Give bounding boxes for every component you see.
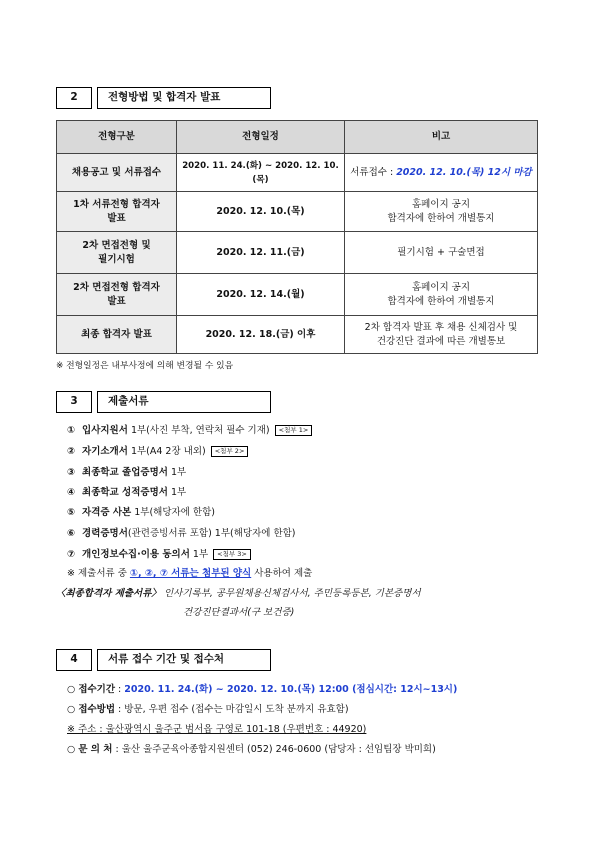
attachment-badge: <첨부 3>	[213, 549, 251, 560]
contact-value: : 울산 울주군육아종합지원센터 (052) 246-0600 (담당자 : 선임팀장 박미희)	[112, 744, 436, 755]
doc-item-6	[67, 527, 296, 541]
table-row	[57, 274, 538, 316]
item-number: ②	[67, 446, 76, 457]
note-prefix: 서류접수 :	[350, 166, 397, 178]
section-3-number: 3	[56, 391, 92, 413]
stage-line: 발표	[107, 295, 126, 307]
note-cell: 필기시험 + 구술면접	[345, 232, 538, 274]
note-line: 2차 합격자 발표 후 채용 신체검사 및	[364, 321, 518, 333]
section-4-number: 4	[56, 649, 92, 671]
doc-detail: 1부	[167, 487, 187, 498]
method-line	[67, 703, 349, 717]
header-note: 비고	[345, 121, 538, 154]
table-row	[57, 154, 538, 192]
section-2-title: 전형방법 및 합격자 발표	[97, 87, 271, 109]
doc-name: 입사지원서	[82, 425, 128, 436]
doc-detail: 1부	[189, 549, 209, 560]
circle-bullet-icon: ○	[67, 704, 79, 715]
note-line: 합격자에 한하여 개별통지	[387, 212, 495, 224]
doc-detail: 1부(해당자에 한함)	[131, 507, 215, 518]
period-label: 접수기간	[78, 684, 116, 695]
method-value: : 방문, 우편 접수 (접수는 마감일시 도착 분까지 유효함)	[115, 704, 349, 715]
doc-name: 최종학교 졸업증명서	[82, 467, 168, 478]
date-cell: 2020. 11. 24.(화) ~ 2020. 12. 10.(목)	[177, 154, 345, 192]
deadline-highlight: 2020. 12. 10.(목) 12시 마감	[396, 166, 532, 178]
doc-name: 자기소개서	[82, 446, 128, 457]
doc-item-7	[67, 548, 251, 562]
stage-cell	[57, 232, 177, 274]
stage-line: 1차 서류전형 합격자	[73, 198, 160, 210]
doc-item-4	[67, 486, 186, 500]
period-line: ○ 접수기간 : 2020. 11. 24.(화) ~ 2020. 12. 10.(목) 12:00 (점심시간: 12시~13시)	[67, 684, 458, 695]
final-docs-line-2: 건강진단결과서(구 보건증)	[183, 607, 295, 618]
item-number: ①	[67, 425, 76, 436]
doc-detail: 1부(사진 부착, 연락처 필수 기재)	[127, 425, 270, 436]
method-label: 접수방법	[78, 704, 116, 715]
item-number: ③	[67, 467, 76, 478]
doc-detail: (관련증빙서류 포함) 1부(해당자에 한함)	[127, 528, 296, 539]
note-line: 건강진단 결과에 따른 개별통보	[376, 335, 506, 347]
note-cell	[345, 154, 538, 192]
item-number: ⑥	[67, 528, 76, 539]
note-prefix: ※ 제출서류 중	[67, 568, 130, 579]
contact-line	[67, 743, 436, 757]
doc-detail: 1부	[167, 467, 187, 478]
circle-bullet-icon: ○	[67, 744, 79, 755]
item-number: ④	[67, 487, 76, 498]
header-stage: 전형구분	[57, 121, 177, 154]
table-row	[57, 232, 538, 274]
stage-line: 필기시험	[98, 253, 135, 265]
date-cell: 2020. 12. 14.(월)	[177, 274, 345, 316]
doc-item-2	[67, 445, 248, 459]
stage-line: 2차 면접전형 및	[82, 239, 151, 251]
doc-item-3	[67, 466, 186, 480]
note-line: 홈페이지 공지	[411, 281, 471, 293]
period-value: 2020. 11. 24.(화) ~ 2020. 12. 10.(목) 12:00 (점심시간: 12시~13시)	[124, 684, 458, 695]
contact-label: 문 의 처	[78, 744, 113, 755]
section-4-title: 서류 접수 기간 및 접수처	[97, 649, 271, 671]
circle-bullet-icon: ○	[67, 684, 79, 695]
schedule-table	[56, 120, 538, 354]
doc-name: 자격증 사본	[82, 507, 132, 518]
stage-cell	[57, 274, 177, 316]
address-line: ※ 주소 : 울산광역시 울주군 범서읍 구영로 101-18 (우편번호 : 44920)	[67, 724, 367, 735]
stage-cell: 최종 합격자 발표	[57, 316, 177, 354]
stage-line: 2차 면접전형 합격자	[73, 281, 160, 293]
final-docs-line-1	[56, 587, 421, 601]
section-3-title: 제출서류	[97, 391, 271, 413]
doc-name: 최종학교 성적증명서	[82, 487, 168, 498]
schedule-footnote: ※ 전형일정은 내부사정에 의해 변경될 수 있음	[56, 361, 234, 371]
note-suffix: 사용하여 제출	[251, 568, 313, 579]
section-2-number: 2	[56, 87, 92, 109]
note-line: 홈페이지 공지	[411, 198, 471, 210]
table-row	[57, 192, 538, 232]
stage-line: 발표	[107, 212, 126, 224]
item-number: ⑤	[67, 507, 76, 518]
attachment-badge: <첨부 1>	[275, 425, 313, 436]
note-highlight: ①, ②, ⑦ 서류는 첨부된 양식	[129, 568, 252, 579]
doc-name: 경력증명서	[82, 528, 128, 539]
doc-name: 개인정보수집·이용 동의서	[82, 549, 190, 560]
stage-cell: 채용공고 및 서류접수	[57, 154, 177, 192]
header-date: 전형일정	[177, 121, 345, 154]
note-cell	[345, 316, 538, 354]
final-docs-label: 〈최종합격자 제출서류〉	[56, 588, 161, 599]
attachment-badge: <첨부 2>	[211, 446, 249, 457]
final-docs-list: 인사기록부, 공무원채용신체검사서, 주민등록등본, 기본증명서	[163, 588, 421, 599]
item-number: ⑦	[67, 549, 76, 560]
doc-note	[67, 567, 312, 581]
note-cell	[345, 192, 538, 232]
doc-item-1	[67, 424, 312, 438]
stage-cell	[57, 192, 177, 232]
table-row	[57, 316, 538, 354]
doc-item-5	[67, 506, 215, 520]
table-header-row	[57, 121, 538, 154]
date-cell: 2020. 12. 10.(목)	[177, 192, 345, 232]
date-cell: 2020. 12. 18.(금) 이후	[177, 316, 345, 354]
doc-detail: 1부(A4 2장 내외)	[127, 446, 206, 457]
note-cell	[345, 274, 538, 316]
note-line: 합격자에 한하여 개별통지	[387, 295, 495, 307]
date-cell: 2020. 12. 11.(금)	[177, 232, 345, 274]
